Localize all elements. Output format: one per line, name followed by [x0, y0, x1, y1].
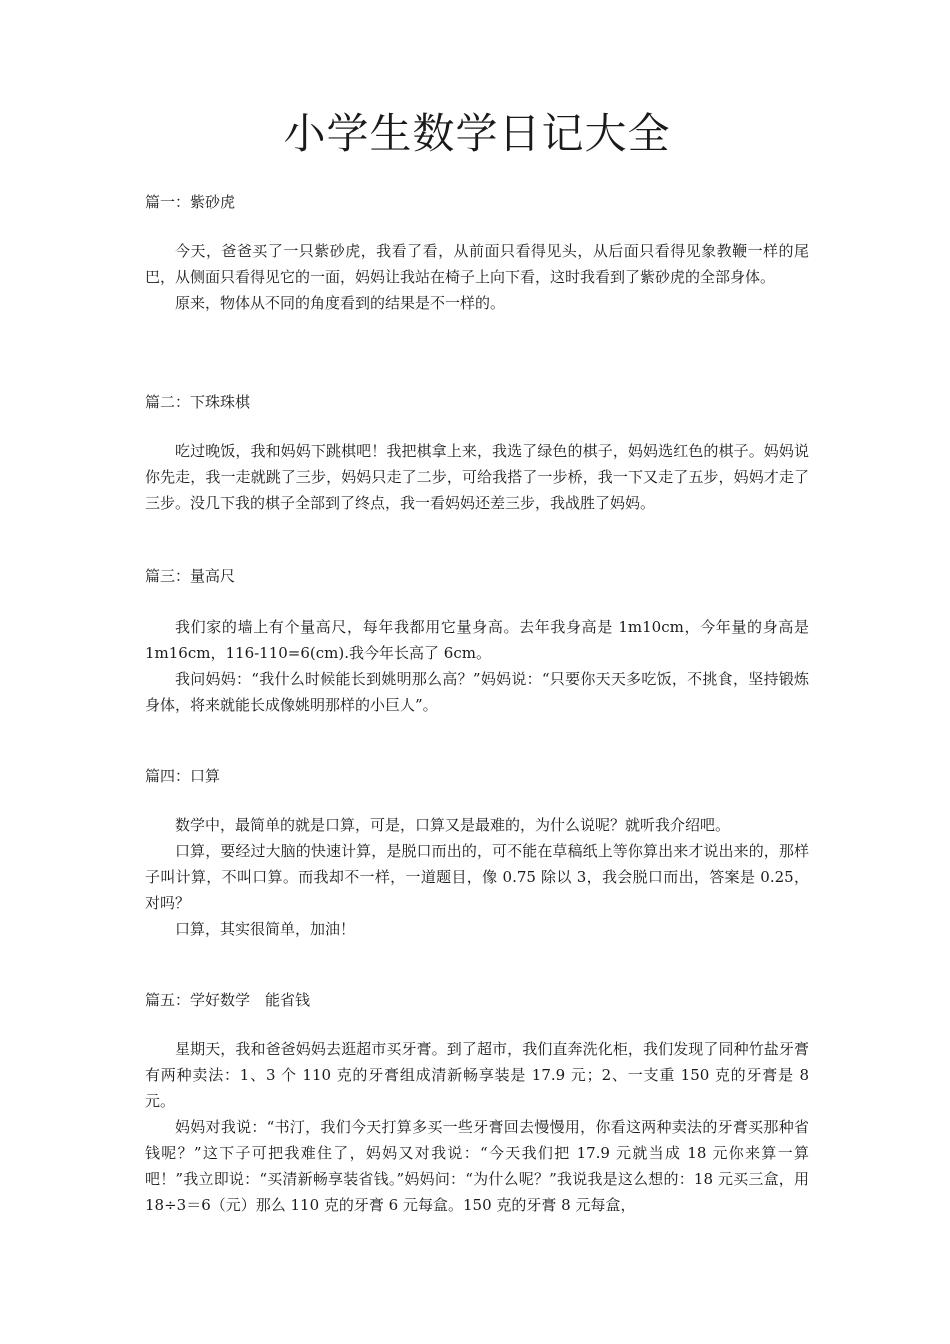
paragraph: 口算，其实很简单，加油！	[175, 920, 356, 938]
paragraph: 星期天，我和爸爸妈妈去逛超市买牙膏。到了超市，我们直奔洗化柜，我们发现了同种竹盐牙膏有两种卖法：1、3 个 110 克的牙膏组成清新畅享装是 17.9 元；2、一支重 150 克的牙膏是 8 元。	[145, 1040, 809, 1110]
paragraph: 我问妈妈：“我什么时候能长到姚明那么高？”妈妈说：“只要你天天多吃饭，不挑食，坚持锻炼身体，将来就能长成像姚明那样的小巨人”。	[145, 670, 809, 714]
section-heading-3: 篇三：量高尺	[145, 567, 236, 585]
section-heading-4: 篇四：口算	[145, 767, 221, 785]
section-heading-5: 篇五：学好数学 能省钱	[145, 991, 311, 1009]
paragraph: 我们家的墙上有个量高尺，每年我都用它量身高。去年我身高是 1m10cm，今年量的身高是 1m16cm，116-110=6(cm).我今年长高了 6cm。	[145, 618, 809, 662]
section-body-2	[145, 438, 809, 516]
paragraph: 原来，物体从不同的角度看到的结果是不一样的。	[175, 294, 506, 312]
paragraph: 妈妈对我说：“书汀，我们今天打算多买一些牙膏回去慢慢用，你看这两种卖法的牙膏买那种省钱呢？”这下子可把我难住了，妈妈又对我说：“今天我们把 17.9 元就当成 18 元你来算一算吧！”我立即说：“买清新畅享装省钱。”妈妈问：“为什么呢？”我说我是这么想的：18 元买三盒，用 18÷3＝6（元）那么 110 克的牙膏 6 元每盒。150 克的牙膏 8 元每盒，	[145, 1118, 809, 1214]
section-body-1	[145, 238, 809, 316]
section-body-4	[145, 812, 809, 942]
paragraph: 今天，爸爸买了一只紫砂虎，我看了看，从前面只看得见头，从后面只看得见象教鞭一样的尾巴，从侧面只看得见它的一面，妈妈让我站在椅子上向下看，这时我看到了紫砂虎的全部身体。	[145, 242, 809, 286]
section-body-5	[145, 1036, 809, 1218]
paragraph: 吃过晚饭，我和妈妈下跳棋吧！我把棋拿上来，我选了绿色的棋子，妈妈选红色的棋子。妈妈说你先走，我一走就跳了三步，妈妈只走了二步，可给我搭了一步桥，我一下又走了五步，妈妈才走了三步。没几下我的棋子全部到了终点，我一看妈妈还差三步，我战胜了妈妈。	[145, 442, 809, 512]
document-title: 小学生数学日记大全	[283, 109, 671, 158]
section-heading-2: 篇二：下珠珠棋	[145, 393, 251, 411]
paragraph: 数学中，最简单的就是口算，可是，口算又是最难的，为什么说呢？就听我介绍吧。	[175, 816, 731, 834]
section-heading-1: 篇一：紫砂虎	[145, 193, 236, 211]
paragraph: 口算，要经过大脑的快速计算，是脱口而出的，可不能在草稿纸上等你算出来才说出来的，那样子叫计算，不叫口算。而我却不一样，一道题目，像 0.75 除以 3，我会脱口而出，答案是 0.25，对吗？	[145, 842, 809, 912]
section-body-3	[145, 614, 809, 718]
